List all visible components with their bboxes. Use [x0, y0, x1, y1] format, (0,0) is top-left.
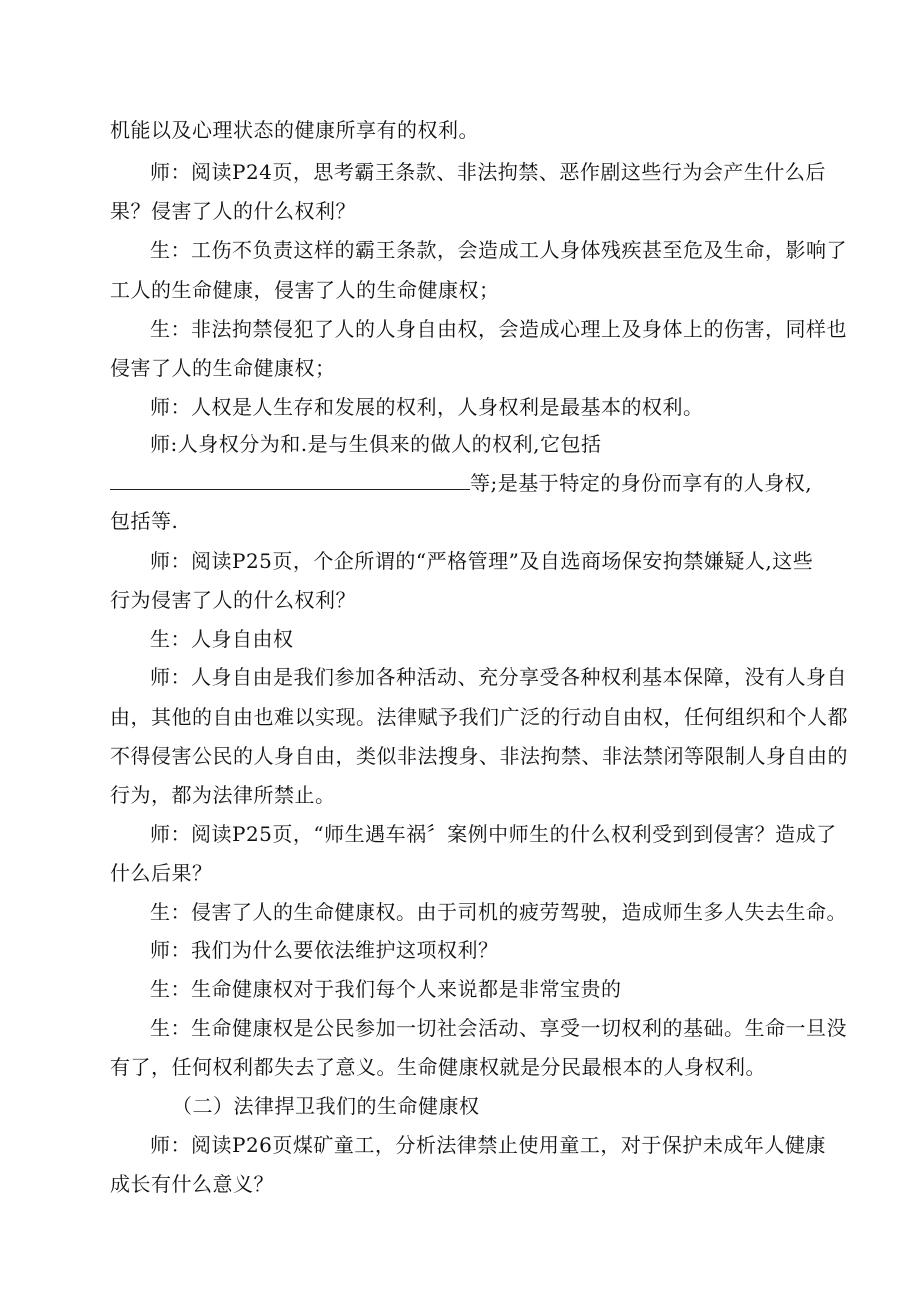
text-fragment: 等;是基于特定的身份而享有的人身权, — [470, 471, 813, 495]
text-line: 工人的生命健康，侵害了人的生命健康权； — [110, 278, 500, 302]
fill-in-line — [110, 469, 830, 497]
text-line: 什么后果？ — [110, 861, 213, 885]
text-line: 师：阅读P26页煤矿童工，分析法律禁止使用童工，对于保护未成年人健康 — [150, 1133, 826, 1157]
text-line: 机能以及心理状态的健康所享有的权利。 — [110, 118, 479, 142]
text-line: 侵害了人的生命健康权； — [110, 356, 336, 380]
text-line: 由，其他的自由也难以实现。法律赋予我们广泛的行动自由权，任何组织和个人都 — [110, 705, 848, 729]
text-line: 行为，都为法律所禁止。 — [110, 783, 336, 807]
text-line: 生：生命健康权对于我们每个人来说都是非常宝贵的 — [150, 977, 622, 1001]
text-line: 师：阅读P24页，思考霸王条款、非法拘禁、恶作剧这些行为会产生什么后 — [150, 160, 826, 184]
text-line: 行为侵害了人的什么权利？ — [110, 588, 356, 612]
section-heading: （二）法律捍卫我们的生命健康权 — [172, 1094, 480, 1118]
text-line: 师：阅读P25页，“师生遇车祸〞案例中师生的什么权利受到到侵害？造成了 — [150, 822, 837, 846]
text-line: 生：非法拘禁侵犯了人的人身自由权，会造成心理上及身体上的伤害，同样也 — [150, 317, 847, 341]
text-line: 有了，任何权利都失去了意义。生命健康权就是分民最根本的人身权利。 — [110, 1055, 766, 1079]
text-line: 师:人身权分为和.是与生俱来的做人的权利,它包括 — [150, 432, 602, 456]
text-line: 成长有什么意义？ — [110, 1172, 274, 1196]
text-line: 生：生命健康权是公民参加一切社会活动、享受一切权利的基础。生命一旦没 — [150, 1016, 847, 1040]
text-line: 师：人权是人生存和发展的权利，人身权利是最基本的权利。 — [150, 395, 704, 419]
text-line: 师：我们为什么要依法维护这项权利？ — [150, 938, 499, 962]
text-line: 生：人身自由权 — [150, 627, 294, 651]
text-line: 师：人身自由是我们参加各种活动、充分享受各种权利基本保障，没有人身自 — [150, 665, 847, 689]
text-line: 不得侵害公民的人身自由，类似非法搜身、非法拘禁、非法禁闭等限制人身自由的 — [110, 744, 848, 768]
text-line: 生：侵害了人的生命健康权。由于司机的疲劳驾驶，造成师生多人失去生命。 — [150, 900, 847, 924]
text-line: 生：工伤不负责这样的霸王条款，会造成工人身体残疾甚至危及生命，影响了 — [150, 238, 847, 262]
answer-blank — [110, 469, 470, 490]
text-line: 师：阅读P25页，个企所谓的“严格管理”及自选商场保安拘禁嫌疑人,这些 — [150, 549, 814, 573]
text-line: 果？侵害了人的什么权利？ — [110, 199, 356, 223]
text-line: 包括等. — [110, 509, 179, 533]
